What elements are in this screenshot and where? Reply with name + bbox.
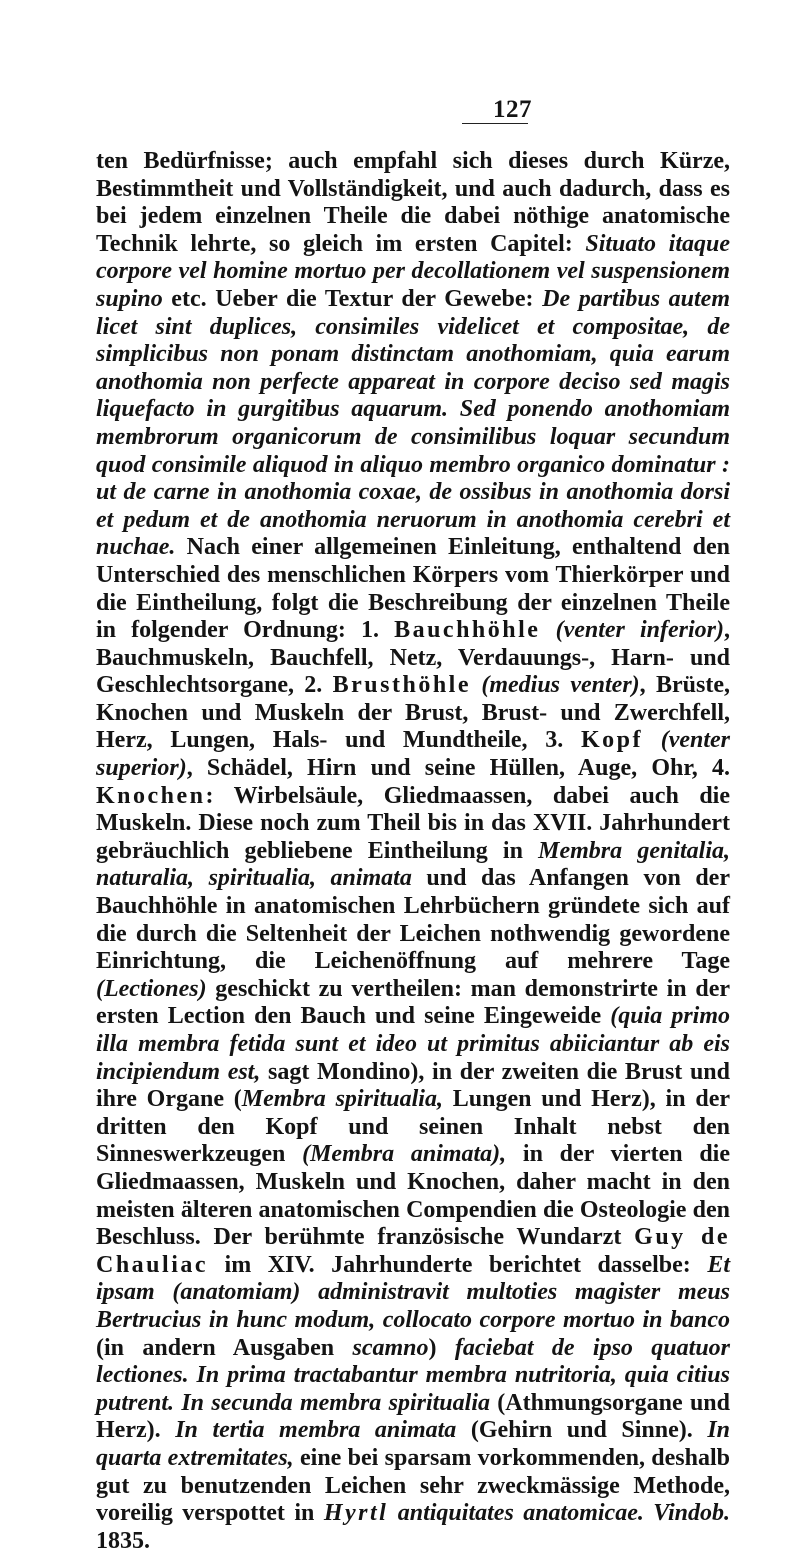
text-segment: (Membra animata),	[302, 1141, 507, 1168]
page-number-rule	[462, 123, 528, 124]
text-segment	[643, 727, 661, 753]
text-segment: (Lectiones)	[96, 975, 207, 1002]
text-segment: : Wirbelsäule, Gliedmaassen, dabei auch die Muskeln. Diese noch zum Theil bis in das XVII. Jahrhundert gebräuchlich gebliebene Eintheilung in	[96, 782, 730, 864]
text-segment: In quarta extremitates,	[96, 1417, 730, 1471]
text-segment: Bauchhöhle	[394, 617, 541, 644]
text-segment: Knochen	[96, 782, 206, 809]
text-segment: (in andern Ausgaben	[96, 1334, 353, 1361]
text-segment: geschickt zu vertheilen: man demonstrirte in der ersten Lection den Bauch und seine Eingeweide	[96, 975, 730, 1030]
text-segment: (Athmungsorgane und Herz).	[96, 1389, 731, 1444]
text-segment: faciebat de ipso quatuor lectiones. In prima tractabantur membra nutritoria, quia citius putrent. In secunda membra spiritualia	[96, 1334, 731, 1416]
text-segment	[388, 1500, 397, 1526]
text-segment	[540, 617, 555, 643]
text-segment	[471, 672, 481, 698]
text-segment: Brusthöhle	[332, 672, 471, 699]
text-segment: etc. Ueber die Textur der Gewebe:	[162, 285, 543, 312]
text-segment: Situato itaque corpore vel homine mortuo per decollationem vel suspensionem supino	[96, 230, 730, 312]
page-number: 127	[493, 96, 532, 123]
text-segment: , Schädel, Hirn und seine Hüllen, Auge, Ohr, 4.	[186, 755, 730, 782]
text-segment: (Gehirn und Sinne).	[456, 1417, 708, 1444]
text-segment: Nach einer allgemeinen Einleitung, enthaltend den Unterschied des menschlichen Körpers vom Thierkörper und die Eintheilung, folgt die Beschreibung der einzelnen Theile in folgender Ordnung: 1.	[96, 534, 730, 644]
text-segment: Hyrtl	[323, 1500, 389, 1527]
text-segment: in der vierten die Gliedmaassen, Muskeln und Knochen, daher macht in den meisten älteren anatomischen Compendien die Osteologie den Beschluss. Der berühmte französische Wundarzt	[96, 1141, 730, 1251]
text-segment: , Bauchmuskeln, Bauchfell, Netz, Verdauungs-, Harn- und Geschlechtsorgane, 2.	[96, 617, 730, 699]
text-segment: (medius venter)	[481, 672, 640, 699]
text-segment: scamno	[352, 1334, 429, 1361]
text-segment: (venter superior)	[96, 727, 731, 782]
text-segment: Guy de Chauliac	[96, 1224, 731, 1278]
text-segment: (venter inferior)	[555, 617, 724, 644]
body-paragraph	[96, 148, 730, 1555]
text-segment: und das Anfangen von der Bauchhöhle in anatomischen Lehrbüchern gründete sich auf die durch die Seltenheit der Leichen nothwendig gewordene Einrichtung, die Leichenöffnung auf mehrere Tage	[96, 865, 730, 975]
text-segment: , Brüste, Knochen und Muskeln der Brust, Brust- und Zwerchfell, Herz, Lungen, Hals- und Mundtheile, 3.	[96, 672, 730, 754]
text-segment: In tertia membra animata	[175, 1417, 457, 1444]
text-segment: De partibus autem licet sint duplices, consimiles videlicet et compositae, de simplicibus non ponam distinctam anothomiam, quia earum anothomia non perfecte appareat in corpore deciso sed magis liquefacto in gurgitibus aquarum. Sed ponendo anothomiam membrorum organicorum de consimilibus loquar secundum quod consimile aliquod in aliquo membro organico dominatur : ut de carne in anothomia coxae, de ossibus in anothomia dorsi et pedum et de anothomia neruorum in anothomia cerebri et nuchae.	[96, 285, 730, 561]
text-segment: sagt Mondino), in der zweiten die Brust und ihre Organe (	[96, 1058, 730, 1113]
text-segment: 1835.	[96, 1527, 150, 1554]
text-segment: Kopf	[580, 727, 643, 754]
text-segment: Et ipsam (anatomiam) administravit multoties magister meus Bertrucius in hunc modum, collocato corpore mortuo in banco	[96, 1251, 730, 1333]
text-segment: Lungen und Herz), in der dritten den Kopf und seinen Inhalt nebst den Sinneswerkzeugen	[96, 1086, 730, 1168]
text-segment: ten Bedürfnisse; auch empfahl sich dieses durch Kürze, Bestimmtheit und Vollständigkeit, und auch dadurch, dass es bei jedem einzelnen Theile die dabei nöthige anatomische Technik lehrte, so gleich im ersten Capitel:	[96, 148, 730, 257]
text-segment: )	[428, 1334, 455, 1361]
text-segment: eine bei sparsam vorkommenden, deshalb gut zu benutzenden Leichen sehr zweckmässige Methode, voreilig verspottet in	[96, 1444, 730, 1527]
text-segment: Membra genitalia, naturalia, spiritualia, animata	[96, 837, 730, 892]
text-segment: Membra spiritualia,	[241, 1086, 443, 1113]
text-segment: (quia primo illa membra fetida sunt et ideo ut primitus abiiciantur ab eis incipiendum est,	[96, 1003, 730, 1085]
text-segment: im XIV. Jahrhunderte berichtet dasselbe:	[208, 1251, 708, 1278]
text-segment: antiquitates anatomicae. Vindob.	[397, 1500, 730, 1527]
